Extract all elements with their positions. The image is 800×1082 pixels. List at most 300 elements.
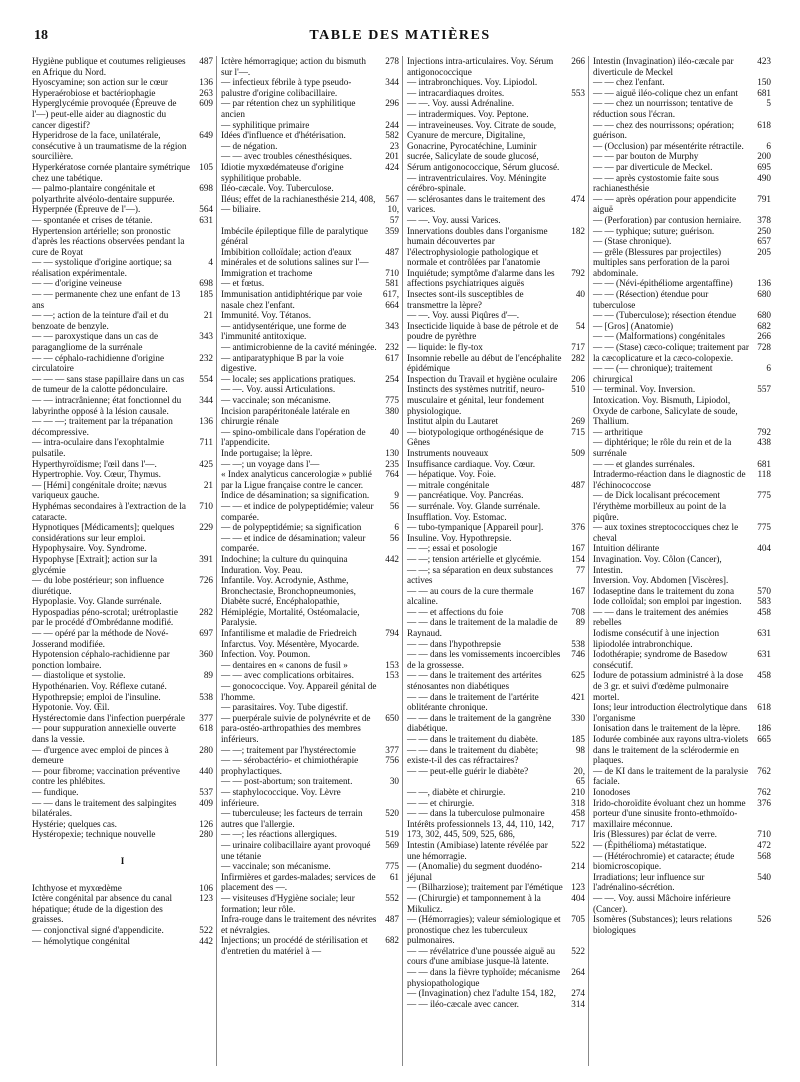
index-entry	[32, 289, 213, 310]
entry-page-number: 126	[199, 818, 213, 829]
entry-text: Insufflation. Voy. Estomac.	[407, 511, 507, 522]
entry-page-number: 764	[385, 469, 399, 480]
entry-text: — — permanente chez une enfant de 13 ans	[32, 289, 181, 310]
entry-text: — — dans la fièvre typhoïde; mécanisme physiopathologique	[407, 967, 561, 988]
entry-text: Intestin (Amibiase) latente révélée par une hémorragie.	[407, 839, 548, 861]
entry-text: Infarctus. Voy. Mésentère, Myocarde.	[221, 638, 360, 649]
entry-text: Hystérie; quelques cas.	[32, 818, 117, 829]
index-entry	[407, 268, 585, 289]
entry-text: — hépatique. Voy. Foie.	[407, 469, 496, 480]
entry-text: Insecticide liquide à base de pétrole et de poudre de pyrèthre	[407, 320, 559, 342]
index-entry	[32, 501, 213, 522]
entry-text: — antidysentérique, une forme de l'immunité antitoxique.	[221, 320, 347, 342]
entry-page-number: 554	[199, 373, 213, 384]
entry-page-number: 569	[385, 839, 399, 850]
index-entry	[221, 914, 399, 935]
index-entry	[32, 681, 213, 692]
entry-page-number: 232	[385, 342, 399, 353]
entry-text: Immigration et trachome	[221, 267, 313, 278]
entry-page-number: 21	[203, 310, 213, 321]
entry-page-number: 680	[757, 289, 771, 300]
entry-text: — —; un voyage dans l'—	[221, 458, 320, 469]
index-entry	[407, 98, 585, 109]
index-entry	[32, 469, 213, 480]
entry-page-number: 522	[571, 839, 585, 850]
index-entry	[407, 384, 585, 416]
index-entry	[407, 77, 585, 88]
entry-page-number: 344	[385, 77, 399, 88]
entry-text: — — sérobactério- et chimiothérapie prophylactiques.	[221, 755, 359, 776]
entry-text: — diphtérique; le rôle du rein et de la surrénale	[593, 437, 732, 458]
entry-page-number: 557	[757, 384, 771, 395]
entry-text: Hypotension céphalo-rachidienne par ponction lombaire.	[32, 649, 170, 670]
index-entry	[407, 109, 585, 120]
entry-page-number: 278	[385, 56, 399, 66]
entry-text: Insomnie rebelle au début de l'encéphalite épidémique	[407, 352, 562, 374]
entry-page-number: 118	[757, 469, 771, 480]
entry-page-number: 330	[571, 712, 585, 723]
entry-text: — de KI dans le traitement de la paralysie faciale.	[593, 765, 749, 787]
entry-text: — tubo-tympanique [Appareil pour].	[407, 522, 544, 533]
entry-text: — —. Voy. aussi Varices.	[407, 214, 501, 225]
entry-text: — par rétention chez un syphilitique ancien	[221, 98, 356, 119]
entry-text: — (Chirurgie) et tamponnement à la Mikulicz.	[407, 892, 541, 914]
entry-text: — staphylococcique. Voy. Lèvre inférieure.	[221, 786, 341, 808]
entry-page-number: 6	[394, 522, 399, 533]
entry-page-number: 522	[199, 924, 213, 935]
entry-page-number: 136	[757, 278, 771, 289]
entry-page-number: 235	[385, 458, 399, 469]
index-entry	[221, 141, 399, 152]
entry-text: Indice de désamination; sa signification.	[221, 490, 370, 501]
entry-page-number: 280	[199, 744, 213, 755]
index-entry	[32, 183, 213, 204]
entry-page-number: 232	[199, 352, 213, 363]
index-entry	[593, 851, 771, 872]
index-entry	[407, 914, 585, 946]
index-entry	[32, 56, 213, 77]
index-entry	[221, 321, 399, 342]
index-entry	[407, 321, 585, 342]
entry-page-number: 474	[571, 193, 585, 204]
entry-text: Injections; un procédé de stérilisation et d'entretien du matériel à —	[221, 935, 368, 956]
entry-text: I	[120, 855, 125, 866]
entry-page-number: 250	[757, 225, 771, 236]
entry-text: — palmo-plantaire congénitale et polyarthrite alvéolo-dentaire suppurée.	[32, 183, 175, 204]
entry-text: Hyperaérobiose et bactériophagie	[32, 87, 156, 98]
entry-text: Immunité. Voy. Tétanos.	[221, 310, 311, 321]
entry-text: — biliaire.	[221, 204, 261, 215]
entry-text: Insuline. Voy. Hypothrepsie.	[407, 532, 512, 543]
entry-text: Inde portugaise; la lèpre.	[221, 447, 313, 458]
entry-text: Hypotonie. Voy. Œil.	[32, 702, 110, 713]
entry-page-number: 404	[571, 892, 585, 903]
entry-page-number: 229	[199, 522, 213, 533]
entry-page-number: 123	[571, 882, 585, 893]
entry-text: — — chez l'enfant.	[593, 77, 665, 88]
entry-page-number: 490	[757, 172, 771, 183]
index-entry	[407, 501, 585, 512]
entry-text: — —; action de la teinture d'ail et du benzoate de benzyle.	[32, 310, 169, 331]
index-entry	[407, 353, 585, 374]
index-entry	[593, 628, 771, 649]
entry-text: — — opéré par la méthode de Nové-Josserand modifiée.	[32, 628, 169, 649]
entry-text: — intraventriculaires. Voy. Méningite cérébro-spinale.	[407, 172, 547, 194]
entry-text: — —. Voy. aussi Articulations.	[221, 384, 336, 395]
index-entry	[593, 522, 771, 543]
entry-text: Irradiations; leur influence sur l'adrénalino-sécrétion.	[593, 871, 705, 893]
entry-text: Infra-rouge dans le traitement des névrites et névralgies.	[221, 914, 377, 935]
entry-text: — intracardiaques droites.	[407, 87, 505, 98]
index-entry	[32, 702, 213, 713]
entry-text: — — dans la tuberculose pulmonaire	[407, 808, 545, 819]
entry-page-number: 440	[199, 765, 213, 776]
index-entry	[32, 607, 213, 628]
entry-page-number: 378	[757, 214, 771, 225]
entry-page-number: 567	[385, 193, 399, 204]
entry-text: — — iléo-cæcale avec cancer.	[407, 998, 519, 1009]
index-entry	[221, 702, 399, 713]
index-entry	[221, 406, 399, 427]
entry-text: — spino-ombilicale dans l'opération de l'appendicite.	[221, 426, 366, 448]
entry-text: Intoxication. Voy. Bismuth, Lipiodol, Oxyde de carbone, Salicylate de soude, Thallium.	[593, 395, 738, 427]
entry-text: — (Invagination) chez l'adulte 154, 182,	[407, 988, 556, 999]
index-entry	[221, 310, 399, 321]
entry-page-number: 89	[203, 670, 213, 681]
entry-text: Hypospadias péno-scrotal; urétroplastie par le procédé d'Ombrédanne modifié.	[32, 606, 178, 628]
index-entry	[593, 56, 771, 77]
index-entry	[593, 893, 771, 914]
index-entry	[32, 925, 213, 936]
entry-text: Intradermo-réaction dans le diagnostic de l'échinococcose	[593, 469, 746, 490]
entry-page-number: 380	[385, 405, 399, 416]
index-entry	[593, 98, 771, 119]
index-entry	[221, 120, 399, 131]
entry-page-number: 56	[389, 500, 399, 511]
index-entry	[32, 130, 213, 162]
entry-text: Hyperkératose cornée plantaire symétrique chez une tabétique.	[32, 161, 190, 183]
entry-page-number: 609	[199, 98, 213, 109]
index-entry	[407, 861, 585, 882]
index-entry	[593, 162, 771, 173]
entry-text: — — dans le traitement du diabète; existe-t-il des cas réfractaires?	[407, 744, 539, 766]
entry-text: — grêle (Blessures par projectiles) multiples sans perforation de la paroi abdominale.	[593, 246, 730, 278]
index-entry	[221, 130, 399, 141]
entry-page-number: 136	[199, 77, 213, 88]
entry-text: Institut alpin du Lautaret	[407, 416, 499, 427]
entry-page-number: 681	[757, 87, 771, 98]
index-entry	[407, 543, 585, 554]
entry-page-number: 77	[575, 564, 585, 575]
index-entry	[32, 819, 213, 830]
entry-text: — vaccinale; son mécanisme.	[221, 861, 331, 872]
entry-page-number: 697	[199, 628, 213, 639]
entry-text: — — et indice de désamination; valeur comparée.	[221, 532, 366, 554]
entry-page-number: 6	[766, 140, 771, 151]
index-entry	[407, 522, 585, 533]
index-entry	[221, 247, 399, 268]
entry-text: Hypothénarien. Voy. Réflexe cutané.	[32, 681, 167, 692]
entry-page-number: 40	[389, 426, 399, 437]
entry-page-number: 487	[385, 246, 399, 257]
entry-text: — — (Tuberculose); résection étendue	[593, 310, 737, 321]
index-entry	[407, 670, 585, 691]
index-entry	[407, 533, 585, 544]
index-entry	[32, 628, 213, 649]
entry-text: — pancréatique. Voy. Pancréas.	[407, 490, 524, 501]
entry-text: — hémolytique congénital	[32, 935, 130, 946]
entry-page-number: 56	[389, 532, 399, 543]
entry-page-number: 698	[199, 183, 213, 194]
entry-text: — de négation.	[221, 140, 278, 151]
index-entry	[407, 819, 585, 840]
index-entry	[593, 437, 771, 458]
entry-text: — — chez un nourrisson; tentative de réduction sous l'écran.	[593, 98, 733, 119]
entry-text: Hyphémas secondaires à l'extraction de la cataracte.	[32, 500, 186, 522]
entry-text: — [Gros] (Anatomie)	[593, 320, 674, 331]
index-entry	[593, 427, 771, 438]
entry-page-number: 10, 57	[387, 204, 399, 225]
entry-page-number: 564	[199, 204, 213, 215]
entry-text: Insuffisance cardiaque. Voy. Cœur.	[407, 458, 535, 469]
entry-page-number: 487	[385, 914, 399, 925]
index-entry	[593, 331, 771, 342]
entry-text: — d'urgence avec emploi de pinces à demeure	[32, 744, 169, 766]
entry-text: Hyperthyroïdisme; l'œil dans l'—.	[32, 458, 157, 469]
entry-page-number: 775	[757, 522, 771, 533]
index-entry	[407, 342, 585, 353]
entry-page-number: 5	[766, 98, 771, 109]
entry-text: — — (Névi-épithéliome argentaffine)	[593, 278, 733, 289]
entry-page-number: 649	[199, 130, 213, 141]
index-entry	[407, 120, 585, 173]
entry-text: — et fœtus.	[221, 278, 265, 289]
entry-text: — — peut-elle guérir le diabète?	[407, 765, 529, 776]
entry-text: Hystérectomie dans l'infection puerpérale	[32, 712, 185, 723]
entry-text: Instruments nouveaux	[407, 447, 489, 458]
index-entry	[221, 353, 399, 374]
index-entry	[407, 427, 585, 448]
entry-text: — dentaires en « canons de fusil »	[221, 659, 348, 670]
entry-page-number: 343	[199, 331, 213, 342]
entry-text: — — au cours de la cure thermale alcaline.	[407, 585, 534, 607]
entry-page-number: 570	[757, 585, 771, 596]
index-entry	[407, 374, 585, 385]
entry-text: — — après cystostomie faite sous rachianesthésie	[593, 172, 719, 194]
entry-text: Ions; leur introduction électrolytique dans l'organisme	[593, 702, 748, 723]
entry-page-number: 154	[571, 553, 585, 564]
entry-text: Ionisation dans le traitement de la lèpre.	[593, 723, 741, 734]
index-entry	[593, 596, 771, 607]
index-entry	[32, 554, 213, 575]
entry-page-number: 710	[385, 267, 399, 278]
entry-text: — — paroxystique dans un cas de paragangliome de la surrénale	[32, 331, 159, 353]
entry-page-number: 359	[385, 225, 399, 236]
index-entry	[32, 745, 213, 766]
index-entry	[407, 882, 585, 893]
entry-page-number: 438	[757, 437, 771, 448]
entry-page-number: 254	[385, 373, 399, 384]
entry-text: Insectes sont-ils susceptibles de transmettre la lèpre?	[407, 289, 524, 310]
index-entry	[32, 278, 213, 289]
entry-text: Idiotie myxœdémateuse d'origine syphilitique probable.	[221, 161, 344, 183]
index-entry	[593, 151, 771, 162]
index-entry	[407, 416, 585, 427]
index-entry	[221, 893, 399, 914]
entry-page-number: 458	[757, 670, 771, 681]
index-column-4	[588, 56, 774, 1066]
index-entry	[407, 999, 585, 1010]
entry-text: — puerpérale suivie de polynévrite et de para-ostéo-arthropathies des membres inférieurs.	[221, 712, 371, 744]
entry-page-number: 695	[757, 161, 771, 172]
index-entry	[221, 533, 399, 554]
index-entry	[32, 226, 213, 258]
index-entry	[32, 713, 213, 724]
entry-text: — — intracrânienne; état fonctionnel du labyrinthe opposé à la lésion causale.	[32, 395, 182, 416]
index-entry	[407, 787, 585, 798]
entry-page-number: 775	[757, 490, 771, 501]
entry-text: — — et indice de polypeptidémie; valeur comparée.	[221, 500, 374, 522]
index-entry	[407, 173, 585, 194]
index-entry	[593, 766, 771, 787]
index-entry	[407, 607, 585, 618]
index-entry	[407, 88, 585, 99]
entry-text: Inquiétude; symptôme d'alarme dans les affections psychiatriques aiguës	[407, 267, 555, 289]
index-entry	[407, 734, 585, 745]
entry-page-number: 553	[571, 87, 585, 98]
entry-page-number: 487	[199, 56, 213, 66]
entry-page-number: 98	[575, 744, 585, 755]
entry-page-number: 153	[385, 659, 399, 670]
entry-text: — — dans le traitement de l'artérite oblitérante chronique.	[407, 691, 539, 713]
entry-text: Hypophyse [Extrait]; action sur la glycémie	[32, 553, 158, 575]
index-entry	[407, 56, 585, 77]
entry-text: — — dans les vomissements incoercibles de la grossesse.	[407, 649, 561, 670]
entry-text: — —. Voy. aussi Mâchoire inférieure (Cancer).	[593, 892, 731, 914]
entry-text: — arthritique	[593, 426, 643, 437]
index-entry	[407, 289, 585, 310]
entry-page-number: 537	[199, 786, 213, 797]
entry-page-number: 185	[571, 734, 585, 744]
entry-text: — syphilitique primaire	[221, 119, 310, 130]
index-entry	[221, 342, 399, 353]
index-entry	[221, 56, 399, 77]
index-entry	[407, 194, 585, 215]
index-entry	[593, 342, 771, 363]
entry-page-number: 409	[199, 797, 213, 808]
entry-page-number: 266	[571, 56, 585, 66]
entry-text: Injections intra-articulaires. Voy. Sérum antigonococcique	[407, 56, 554, 77]
entry-page-number: 458	[757, 606, 771, 617]
index-entry	[221, 935, 399, 956]
page-title: TABLE DES MATIÈRES	[309, 28, 491, 43]
entry-text: Infection. Voy. Poumon.	[221, 649, 311, 660]
entry-text: — — dans le traitement des artérites sténosantes non diabétiques	[407, 670, 542, 692]
index-entry	[407, 713, 585, 734]
entry-page-number: 377	[199, 712, 213, 723]
index-entry	[221, 490, 399, 501]
entry-page-number: 282	[571, 352, 585, 363]
index-entry	[32, 459, 213, 470]
index-entry	[407, 946, 585, 967]
index-entry	[32, 88, 213, 99]
entry-page-number: 618	[757, 702, 771, 713]
index-entry	[407, 565, 585, 586]
entry-page-number: 206	[571, 373, 585, 384]
entry-text: — — aiguë iléo-colique chez un enfant	[593, 87, 738, 98]
index-entry	[32, 77, 213, 88]
entry-text: Hyperidrose de la face, unilatérale, consécutive à un traumatisme de la région sourcilière.	[32, 130, 187, 162]
entry-text: — de Dick localisant précocement l'érythème morbilleux au point de la piqûre.	[593, 490, 727, 522]
entry-text: — — révélatrice d'une poussée aiguë au cours d'une amibiase jusque-là latente.	[407, 945, 556, 967]
index-entry	[593, 840, 771, 851]
index-entry	[407, 639, 585, 650]
entry-page-number: 510	[571, 384, 585, 395]
entry-text: Hypertrophie. Voy. Cœur, Thymus.	[32, 469, 161, 480]
entry-text: Ictère hémorragique; action du bismuth sur l'—.	[221, 56, 366, 77]
entry-page-number: 263	[199, 87, 213, 98]
index-entry	[407, 512, 585, 523]
entry-text: — fundique.	[32, 786, 79, 797]
index-entry	[593, 459, 771, 470]
index-entry	[407, 469, 585, 480]
index-entry	[32, 522, 213, 543]
entry-text: Hypothrepsie; emploi de l'insuline.	[32, 691, 161, 702]
entry-text: Incision parapéritonéale latérale en chirurgie rénale	[221, 405, 350, 427]
index-entry	[221, 522, 399, 533]
entry-page-number: 182	[571, 225, 585, 236]
index-entry	[593, 226, 771, 237]
entry-text: — (Épithélioma) métastatique.	[593, 839, 707, 850]
index-entry	[221, 628, 399, 639]
entry-page-number: 617, 664	[382, 289, 399, 310]
entry-text: — — et chirurgie.	[407, 797, 475, 808]
index-entry	[407, 554, 585, 565]
entry-text: — de polypeptidémie; sa signification	[221, 522, 362, 533]
entry-text: — spontanée et crises de tétanie.	[32, 214, 153, 225]
entry-text: — — et affections du foie	[407, 606, 504, 617]
index-entry	[407, 215, 585, 226]
index-entry	[407, 617, 585, 638]
entry-text: Hypnotiques [Médicaments]; quelques considérations sur leur emploi.	[32, 522, 175, 543]
entry-text: Iléus; effet de la rachianesthésie 214, 408,	[221, 193, 376, 204]
entry-page-number: 705	[571, 914, 585, 925]
entry-page-number: 762	[757, 786, 771, 797]
entry-text: Infantilisme et maladie de Friedreich	[221, 628, 357, 639]
index-entry	[221, 226, 399, 247]
index-entry	[32, 543, 213, 554]
index-entry	[221, 840, 399, 861]
entry-page-number: 792	[571, 267, 585, 278]
entry-text: — diastolique et systolie.	[32, 670, 126, 681]
entry-page-number: 717	[571, 818, 585, 829]
entry-page-number: 618	[199, 723, 213, 734]
entry-page-number: 792	[757, 426, 771, 437]
section-letter	[32, 856, 213, 867]
index-entry	[593, 321, 771, 332]
index-entry	[221, 77, 399, 98]
index-entry	[593, 289, 771, 310]
index-entry	[407, 840, 585, 861]
index-entry	[32, 787, 213, 798]
entry-text: — parasitaires. Voy. Tube digestif.	[221, 702, 348, 713]
index-entry	[221, 639, 399, 650]
index-entry	[221, 501, 399, 522]
entry-page-number: 442	[199, 935, 213, 946]
entry-page-number: 472	[757, 839, 771, 850]
entry-text: — — par diverticule de Meckel.	[593, 161, 713, 172]
index-entry	[32, 98, 213, 130]
